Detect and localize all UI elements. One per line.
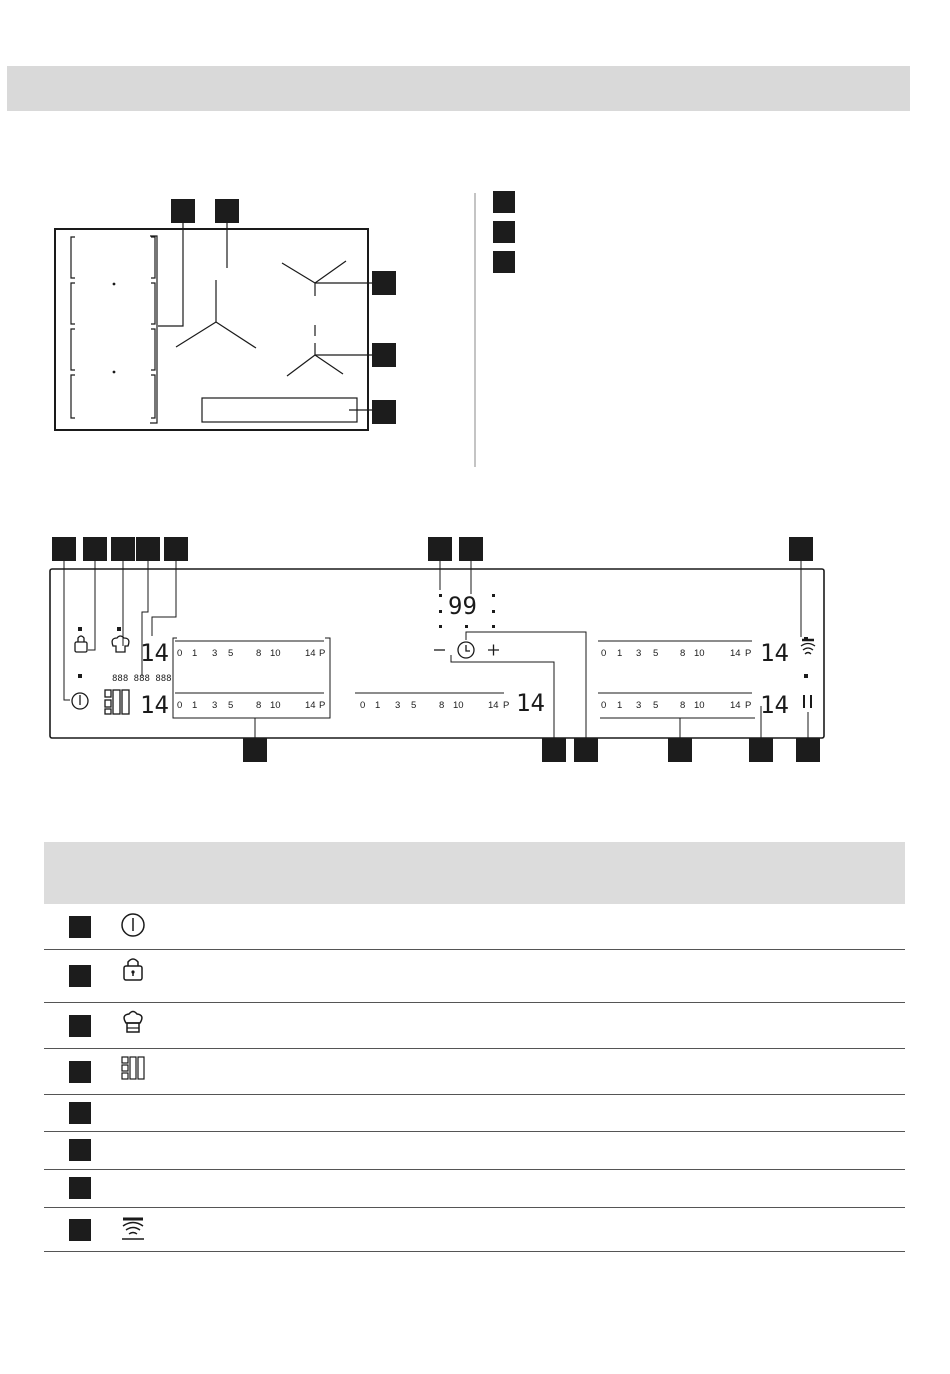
svg-text:0: 0 (360, 700, 366, 711)
svg-text:8: 8 (256, 700, 262, 711)
legend-square (493, 251, 515, 273)
svg-text:10: 10 (453, 700, 464, 711)
svg-text:10: 10 (694, 648, 705, 659)
control-panel-diagram (50, 537, 824, 762)
svg-text:P: P (745, 700, 752, 711)
svg-text:14: 14 (760, 639, 789, 667)
svg-text:3: 3 (636, 700, 642, 711)
lock-icon (75, 642, 87, 652)
table-row (44, 1049, 905, 1095)
left-cooking-zones (71, 236, 157, 423)
row-marker (69, 1139, 91, 1161)
hob2hood-icon (120, 1216, 146, 1242)
pause-icon (804, 695, 811, 708)
hob-control-panel-area (202, 398, 357, 422)
svg-text:14: 14 (730, 648, 741, 659)
row-marker (69, 1177, 91, 1199)
table-row (44, 1170, 905, 1208)
svg-text:14: 14 (730, 700, 741, 711)
svg-text:3: 3 (212, 700, 218, 711)
svg-text:1: 1 (617, 648, 623, 659)
callout-square (372, 400, 396, 424)
svg-text:14: 14 (140, 691, 169, 719)
table-header (44, 842, 905, 904)
svg-text:14: 14 (760, 691, 789, 719)
bridge-icon (105, 690, 129, 714)
zone-marker-bottom-right (287, 325, 372, 376)
callout-square (372, 343, 396, 367)
table-row (44, 1095, 905, 1132)
svg-text:10: 10 (694, 700, 705, 711)
svg-text:5: 5 (411, 700, 417, 711)
table-row (44, 950, 905, 1003)
svg-text:8: 8 (680, 648, 686, 659)
svg-text:3: 3 (212, 648, 218, 659)
svg-text:10: 10 (270, 648, 281, 659)
callout-square (215, 199, 239, 223)
timer-display: 99 (448, 592, 477, 620)
callout-square (171, 199, 195, 223)
power-display: 14 (140, 639, 169, 667)
hob-outline (55, 229, 368, 430)
svg-text:14: 14 (488, 700, 499, 711)
table-row (44, 1208, 905, 1252)
svg-text:1: 1 (375, 700, 381, 711)
svg-text:1: 1 (617, 700, 623, 711)
svg-text:14: 14 (305, 648, 316, 659)
svg-text:P: P (319, 648, 326, 659)
svg-text:3: 3 (395, 700, 401, 711)
svg-text:P: P (503, 700, 510, 711)
power-icon (120, 912, 146, 938)
chef-hat-icon (120, 1009, 146, 1035)
svg-text:8: 8 (256, 648, 262, 659)
row-marker (69, 965, 91, 987)
svg-text:0: 0 (177, 648, 183, 659)
row-marker (69, 1015, 91, 1037)
svg-text:5: 5 (653, 648, 659, 659)
svg-text:0: 0 (177, 700, 183, 711)
svg-text:0: 0 (601, 648, 607, 659)
lock-icon (120, 956, 146, 982)
svg-text:14: 14 (516, 689, 545, 717)
svg-text:8: 8 (680, 700, 686, 711)
callout-square (372, 271, 396, 295)
chef-hat-icon (112, 636, 129, 652)
svg-text:0: 0 (601, 700, 607, 711)
svg-text:14: 14 (305, 700, 316, 711)
svg-text:P: P (319, 700, 326, 711)
row-marker (69, 1102, 91, 1124)
svg-text:3: 3 (636, 648, 642, 659)
svg-text:888 888 888: 888 888 888 (112, 674, 172, 684)
table-row (44, 904, 905, 950)
legend-square (493, 191, 515, 213)
zone-marker-top-right (282, 261, 372, 296)
legend-square (493, 221, 515, 243)
svg-text:5: 5 (228, 700, 234, 711)
bridge-icon (120, 1055, 146, 1081)
zone-marker-center (176, 280, 256, 348)
row-marker (69, 916, 91, 938)
table-row (44, 1003, 905, 1049)
svg-text:5: 5 (653, 700, 659, 711)
svg-text:5: 5 (228, 648, 234, 659)
svg-text:P: P (745, 648, 752, 659)
table-row (44, 1132, 905, 1170)
svg-text:10: 10 (270, 700, 281, 711)
plus-icon (488, 645, 499, 656)
row-marker (69, 1219, 91, 1241)
svg-text:8: 8 (439, 700, 445, 711)
svg-text:1: 1 (192, 700, 198, 711)
svg-text:1: 1 (192, 648, 198, 659)
row-marker (69, 1061, 91, 1083)
